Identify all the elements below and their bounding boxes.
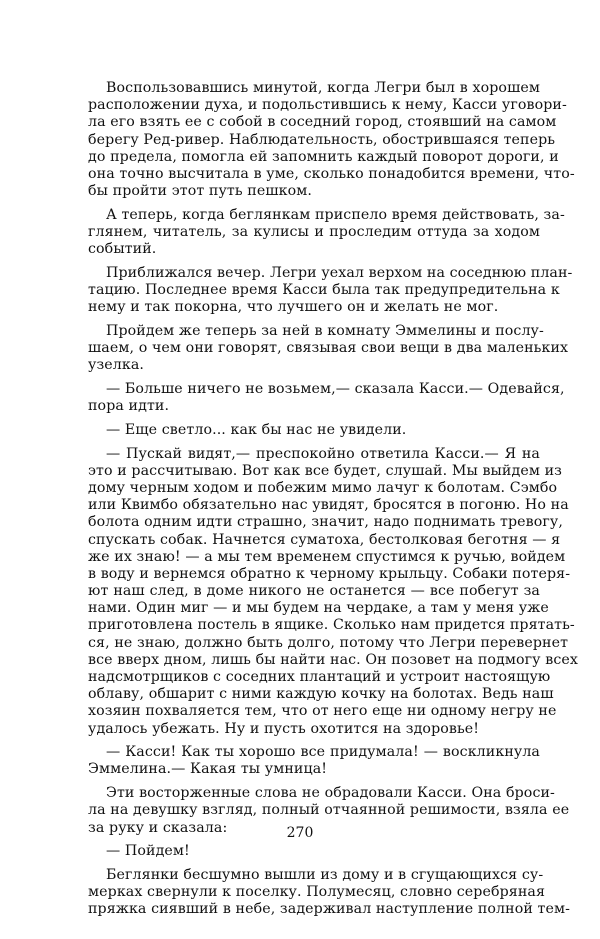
text-line: ют наш след, в доме никого не останется — все побегут за — [88, 583, 540, 600]
paragraph — [88, 866, 571, 919]
text-line: Воспользовавшись минутой, когда Легри был в хорошем — [106, 80, 540, 96]
text-line: хозяин похваляется тем, что от него еще ни одному негру не — [88, 703, 557, 720]
text-line: она точно высчитала в уме, сколько понадобится времени, что- — [88, 165, 575, 182]
text-line: ся, не знаю, должно быть долго, потому что Легри перевернет — [88, 634, 569, 651]
text-line: А теперь, когда беглянкам приспело время действовать, за- — [106, 206, 565, 223]
text-line: приготовлена постель в ящике. Сколько нам придется прятать- — [88, 617, 575, 634]
text-line: Беглянки бесшумно вышли из дому и в сгущающихся су- — [106, 866, 544, 883]
text-line: дому черным ходом и побежим мимо лачуг к болотам. Сэмбо — [88, 479, 558, 496]
text-line: — Пойдем! — [106, 843, 190, 860]
paragraph — [88, 322, 569, 375]
paragraph — [88, 843, 540, 860]
text-line: Эммелина.— Какая ты умница! — [88, 761, 328, 778]
text-line: пряжка сиявший в небе, задерживал наступление полной тем- — [88, 901, 571, 918]
text-line: до предела, помогла ей запомнить каждый поворот дороги, и — [88, 148, 559, 165]
paragraph — [88, 744, 540, 778]
text-line: болота одним идти страшно, значит, надо поднимать тревогу, — [88, 514, 563, 531]
paragraph — [88, 206, 565, 259]
text-line: нему и так покорна, что лучшего он и желать не мог. — [88, 299, 499, 316]
text-line: за руку и сказала: — [88, 819, 228, 836]
text-line: нами. Один миг — и мы будем на чердаке, а там у меня уже — [88, 600, 549, 617]
text-line: это и рассчитываю. Вот как все будет, слушай. Мы выйдем из — [88, 462, 562, 479]
text-line: надсмотрщиков с соседних плантаций и устроит настоящую — [88, 669, 551, 685]
text-line: — Касси! Как ты хорошо все придумала! — воскликнула — [106, 744, 540, 761]
text-line: ла его взять ее с собой в соседний город, стоявший на самом — [88, 114, 557, 131]
paragraph — [88, 422, 540, 439]
text-line: — Еще светло... как бы нас не увидели. — [106, 421, 407, 438]
paragraph — [88, 264, 573, 317]
text-line: ла на девушку взгляд, полный отчаянной решимости, взяла ее — [88, 802, 570, 819]
text-line: глянем, читатель, за кулисы и проследим оттуда за ходом — [88, 224, 540, 240]
text-line: расположении духа, и подольстившись к нему, Касси уговори- — [88, 97, 567, 114]
text-line: Эти восторженные слова не обрадовали Касси. Она броси- — [106, 785, 555, 802]
text-line: Приближался вечер. Легри уехал верхом на соседнюю план- — [106, 264, 573, 281]
text-line: Пройдем же теперь за ней в комнату Эммелины и послу- — [106, 322, 544, 339]
text-line: узелка. — [88, 357, 145, 374]
text-line: берегу Ред-ривер. Наблюдательность, обострившаяся теперь — [88, 131, 556, 148]
text-line: все вверх дном, лишь бы найти нас. Он позовет на подмогу всех — [88, 651, 578, 668]
text-line: бы пройти этот путь пешком. — [88, 183, 312, 200]
page-number: 270 — [286, 825, 314, 841]
paragraph — [88, 80, 575, 200]
text-line: — Больше ничего не возьмем,— сказала Касси.— Одевайся, — [106, 381, 565, 397]
text-line: пора идти. — [88, 398, 170, 415]
text-line: удалось убежать. Ну и пусть охотится на здоровье! — [88, 720, 480, 737]
text-line: тацию. Последнее время Касси была так предупредительна к — [88, 282, 560, 299]
text-line: событий. — [88, 241, 157, 258]
text-line: или Квимбо обязательно нас увидят, бросятся в погоню. Но на — [88, 497, 569, 514]
paragraph — [88, 445, 578, 738]
text-line: — Пускай видят,— преспокойно ответила Касси.— Я на — [106, 445, 540, 462]
text-line: же их знаю! — а мы тем временем спустимся к ручью, войдем — [88, 548, 566, 565]
text-line: мерках свернули к поселку. Полумесяц, словно серебряная — [88, 884, 546, 901]
text-line: в воду и вернемся обратно к черному крыльцу. Собаки потеря- — [88, 565, 571, 582]
page-text — [88, 80, 578, 918]
text-line: шаем, о чем они говорят, связывая свои вещи в два маленьких — [88, 340, 569, 357]
text-line: спускать собак. Начнется суматоха, бестолковая беготня — я — [88, 531, 561, 548]
text-line: облаву, обшарит с ними каждую кочку на болотах. Ведь наш — [88, 686, 554, 703]
paragraph — [88, 381, 565, 415]
